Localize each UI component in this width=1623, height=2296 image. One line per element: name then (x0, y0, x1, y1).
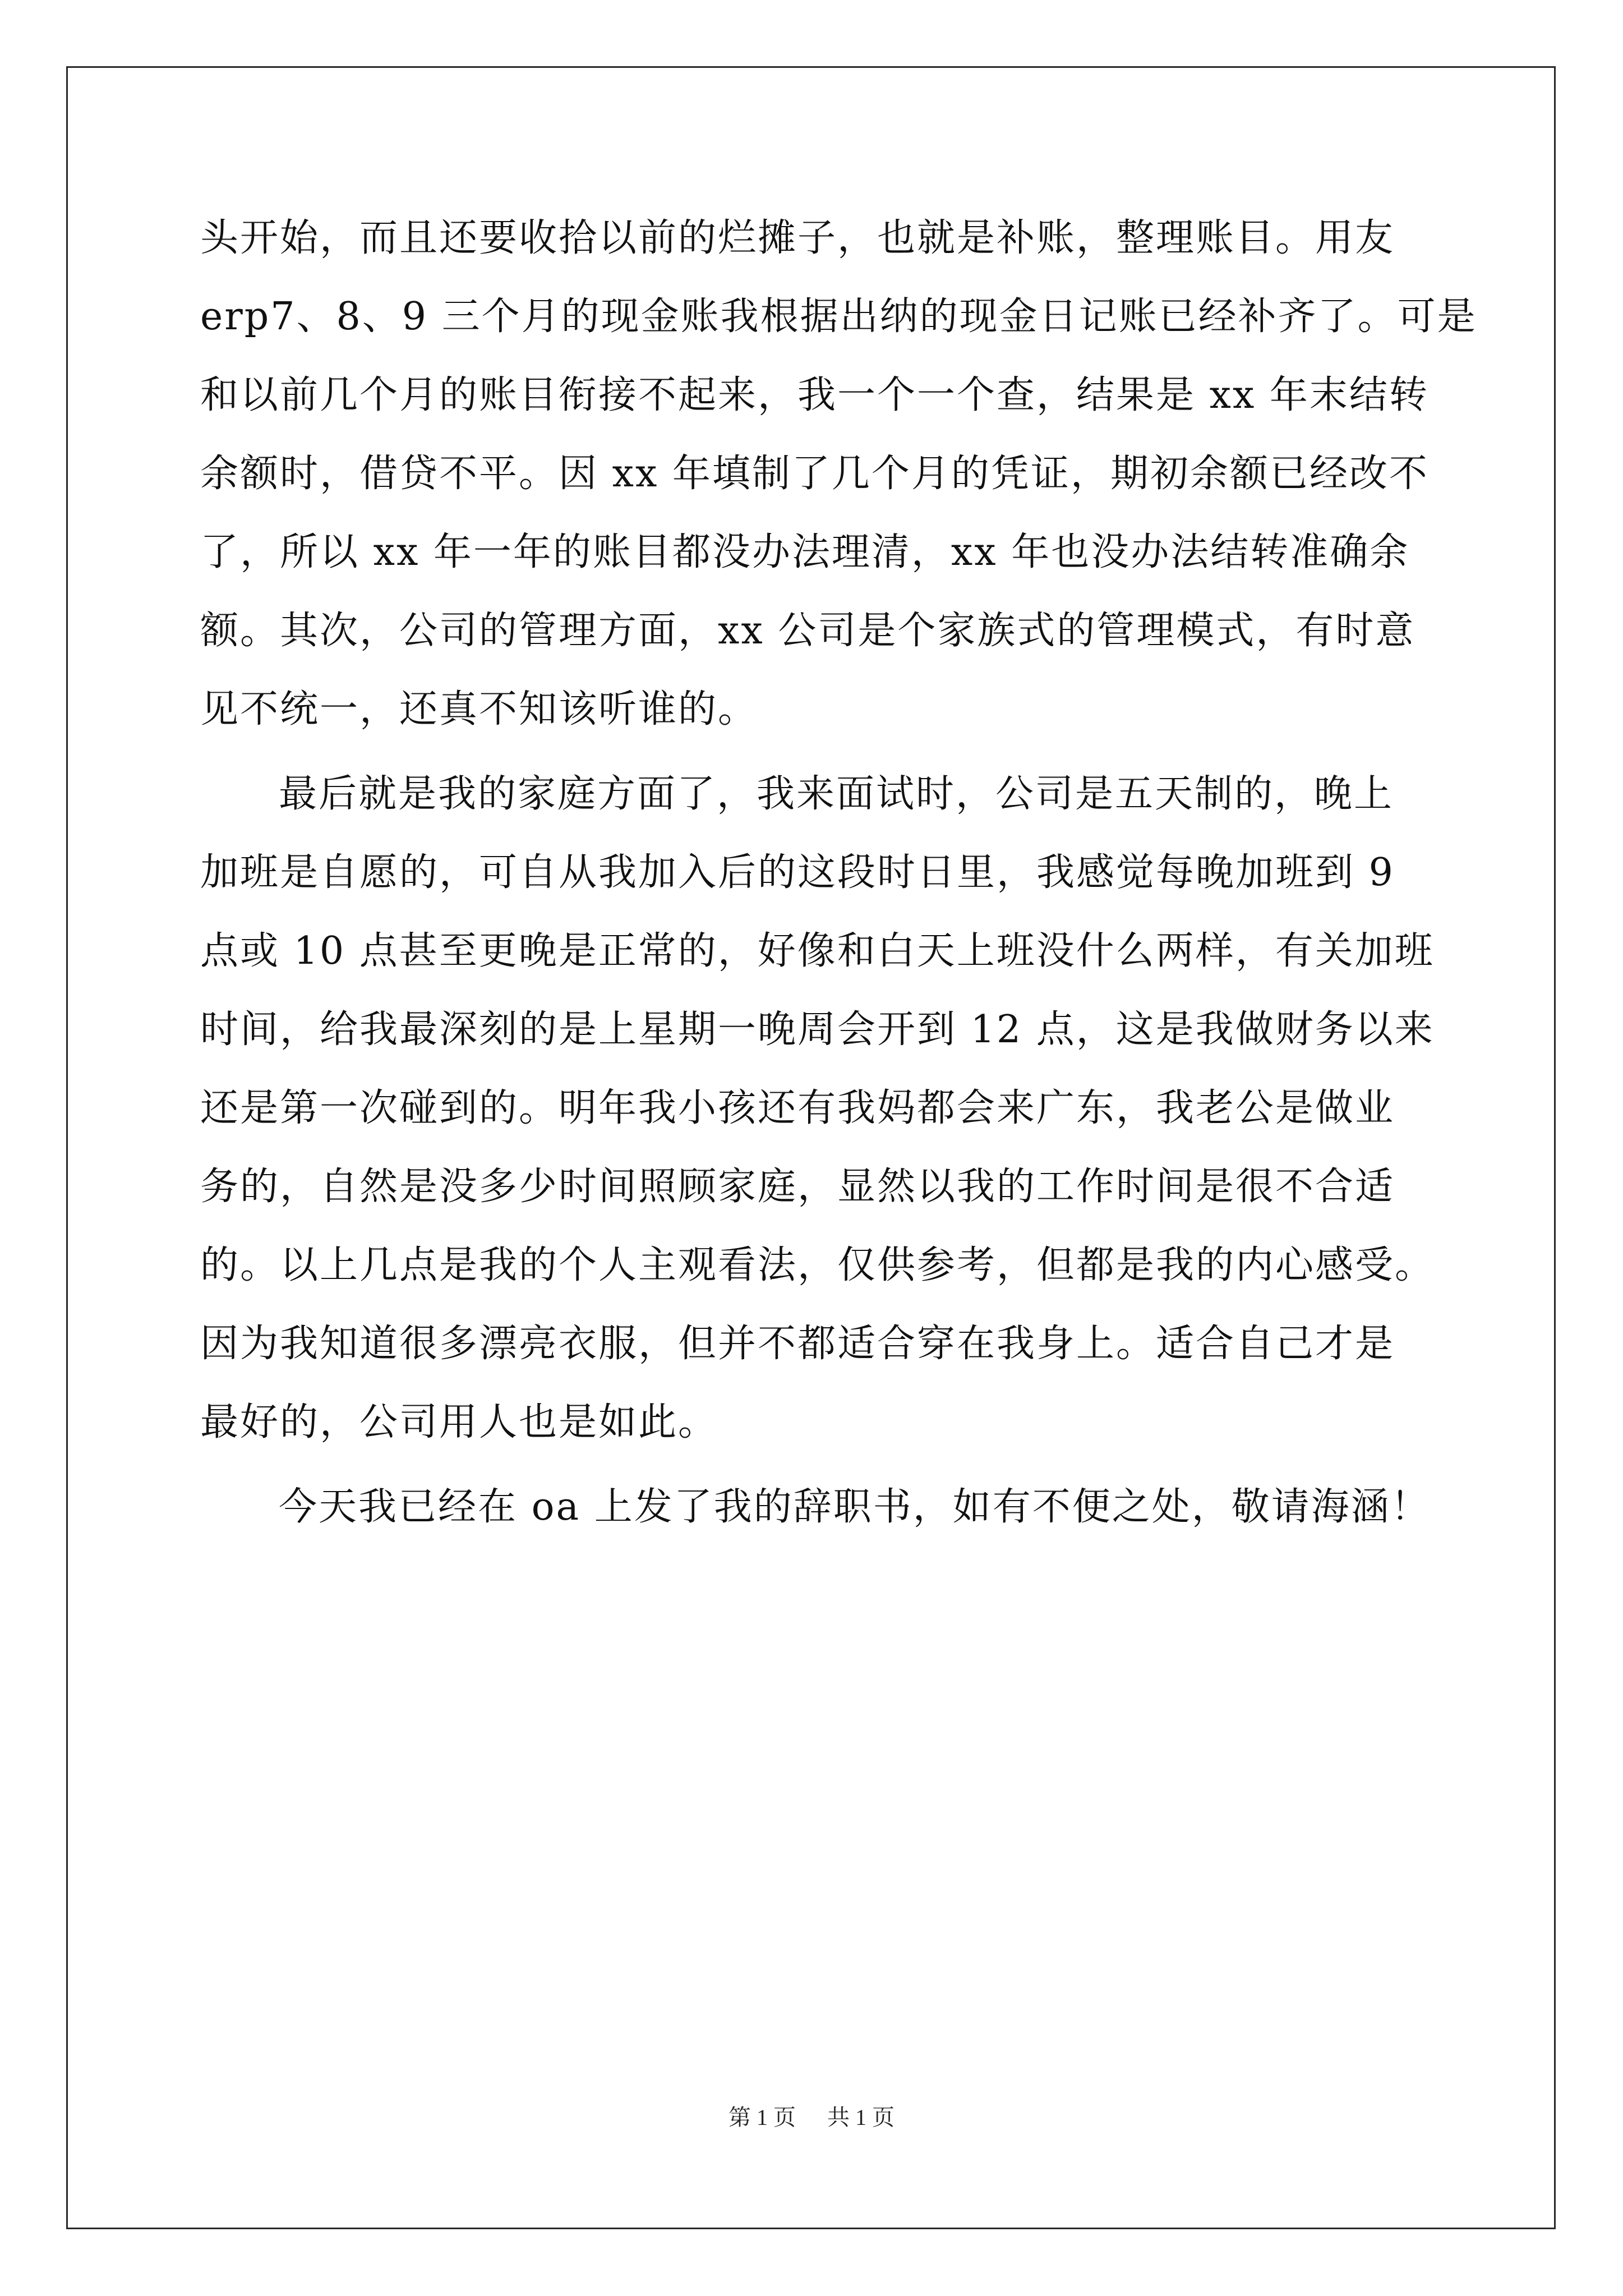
text-line: erp7、8、9 三个月的现金账我根据出纳的现金日记账已经补齐了。可是 (200, 295, 1477, 339)
text-line: 的。以上几点是我的个人主观看法，仅供参考，但都是我的内心感受。 (200, 1243, 1435, 1287)
text-line: 加班是自愿的，可自从我加入后的这段时日里，我感觉每晚加班到 9 (200, 850, 1395, 895)
paragraph-first-line: 今天我已经在 oa 上发了我的辞职书，如有不便之处，敬请海涵！ (279, 1485, 1431, 1529)
page-count: 共 1 页 (827, 2105, 895, 2130)
text-line: 和以前几个月的账目衔接不起来，我一个一个查，结果是 xx 年末结转 (200, 373, 1429, 417)
text-line: 点或 10 点甚至更晚是正常的，好像和白天上班没什么两样，有关加班 (200, 929, 1435, 973)
letter-body (200, 199, 1477, 1547)
text-line: 了，所以 xx 年一年的账目都没办法理清，xx 年也没办法结转准确余 (200, 530, 1410, 574)
text-line: 余额时，借贷不平。因 xx 年填制了几个月的凭证，期初余额已经改不 (200, 452, 1429, 496)
text-line: 因为我知道很多漂亮衣服，但并不都适合穿在我身上。适合自己才是 (200, 1322, 1395, 1366)
text-line: 还是第一次碰到的。明年我小孩还有我妈都会来广东，我老公是做业 (200, 1086, 1395, 1130)
page-number: 第 1 页 (728, 2105, 796, 2130)
text-line: 时间，给我最深刻的是上星期一晚周会开到 12 点，这是我做财务以来 (200, 1007, 1435, 1052)
text-line: 最好的，公司用人也是如此。 (200, 1400, 718, 1444)
page-footer (0, 2104, 1623, 2132)
paragraph-first-line: 最后就是我的家庭方面了，我来面试时，公司是五天制的，晚上 (279, 772, 1394, 816)
text-line: 额。其次，公司的管理方面，xx 公司是个家族式的管理模式，有时意 (200, 609, 1415, 653)
text-line: 头开始，而且还要收拾以前的烂摊子，也就是补账，整理账目。用友 (200, 216, 1395, 260)
text-line: 务的，自然是没多少时间照顾家庭，显然以我的工作时间是很不合适 (200, 1165, 1395, 1209)
text-line: 见不统一，还真不知该听谁的。 (200, 687, 758, 731)
